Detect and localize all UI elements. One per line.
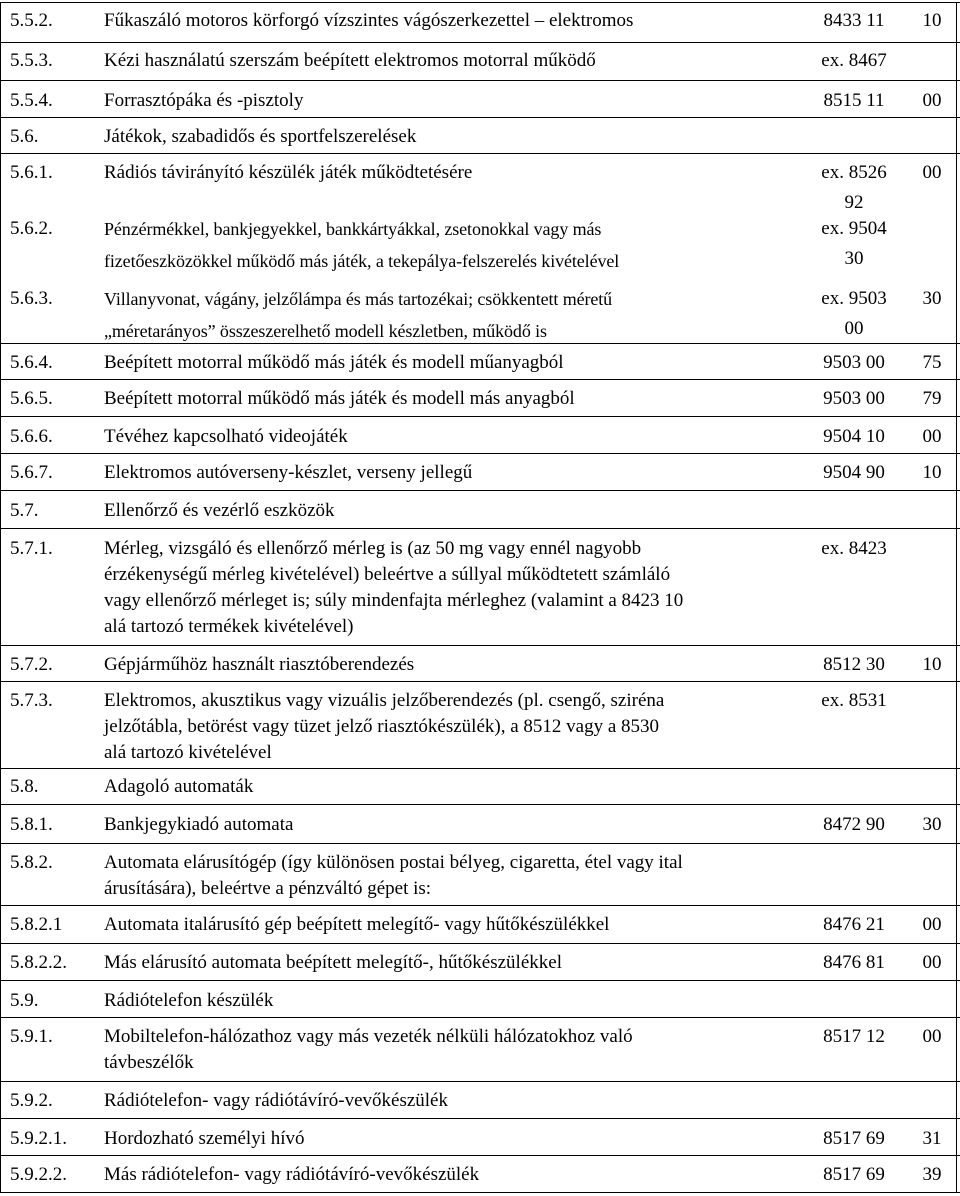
row-rule: [0, 943, 960, 944]
row-number: 5.8.: [10, 776, 39, 797]
row-description: [104, 50, 794, 72]
description-line: érzékenységű mérleg kivételével) beleértve a súllyal működtetett számláló: [104, 564, 671, 585]
row-description: [104, 952, 794, 974]
description-line: Mérleg, vizsgáló és ellenőrző mérleg is (az 50 mg vagy ennél nagyobb: [104, 538, 642, 559]
row-rule: [0, 117, 960, 118]
row-rule: [0, 1081, 960, 1082]
row-description: [104, 1026, 794, 1074]
description-line: Más elárusító automata beépített melegítő-, hűtőkészülékkel: [104, 952, 562, 973]
tariff-code: [800, 90, 908, 112]
row-rule: [0, 528, 960, 529]
description-line: vagy ellenőrző mérleget is; súly mindenfajta mérleghez (valamint a 8423 10: [104, 590, 684, 611]
row-number: 5.6.6.: [10, 426, 53, 447]
tariff-suffix: 10: [922, 10, 942, 31]
row-number: 5.8.2.: [10, 852, 53, 873]
description-line: Más rádiótelefon- vagy rádiótávíró-vevőkészülék: [104, 1164, 480, 1185]
description-line: alá tartozó kivételével: [104, 742, 272, 763]
description-line: Kézi használatú szerszám beépített elektromos motorral működő: [104, 50, 596, 71]
row-number: 5.7.3.: [10, 690, 53, 711]
tariff-suffix: 10: [922, 462, 942, 483]
tariff-code: [800, 1026, 908, 1048]
row-rule: [0, 80, 960, 81]
row-rule: [0, 153, 960, 154]
row-description: [104, 500, 794, 522]
row-number: 5.6.1.: [10, 162, 53, 183]
tariff-code: [800, 50, 908, 72]
description-line: Pénzérmékkel, bankjegyekkel, bankkártyákkal, zsetonokkal vagy más: [104, 219, 602, 239]
row-number: 5.9.: [10, 990, 39, 1011]
description-line: Ellenőrző és vezérlő eszközök: [104, 500, 335, 521]
tariff-suffix: 00: [922, 952, 942, 973]
row-description: [104, 654, 794, 676]
row-description: [104, 990, 794, 1012]
tariff-suffix: 30: [922, 288, 942, 309]
tariff-code-line: 8517 69: [823, 1164, 885, 1185]
row-number: 5.7.1.: [10, 538, 53, 559]
row-description: [104, 776, 794, 798]
description-line: Játékok, szabadidős és sportfelszerelések: [104, 126, 417, 147]
row-rule: [0, 804, 960, 805]
tariff-code-line: 8472 90: [823, 814, 885, 835]
description-line: Gépjárműhöz használt riasztóberendezés: [104, 654, 415, 675]
row-rule: [0, 379, 960, 380]
description-line: Automata italárusító gép beépített melegítő- vagy hűtőkészülékkel: [104, 914, 610, 935]
tariff-suffix: 10: [922, 654, 942, 675]
row-rule: [0, 1017, 960, 1018]
row-rule: [0, 645, 960, 646]
description-line: „méretarányos” összeszerelhető modell készletben, működő is: [104, 321, 547, 341]
row-rule: [0, 905, 960, 906]
description-line: jelzőtábla, betörést vagy tüzet jelző riasztókészülék), a 8512 vagy a 8530: [104, 716, 660, 737]
table-border: [956, 2, 957, 1192]
row-rule: [0, 2, 960, 3]
description-line: Tévéhez kapcsolható videojáték: [104, 426, 348, 447]
row-number: 5.6.4.: [10, 352, 53, 373]
tariff-suffix: 00: [922, 426, 942, 447]
description-line: Beépített motorral működő más játék és modell más anyagból: [104, 388, 575, 409]
row-number: 5.6.7.: [10, 462, 53, 483]
row-description: [104, 426, 794, 448]
description-line: Elektromos, akusztikus vagy vizuális jelzőberendezés (pl. csengő, sziréna: [104, 690, 665, 711]
row-rule: [0, 980, 960, 981]
row-description: [104, 126, 794, 148]
description-line: távbeszélők: [104, 1052, 194, 1073]
tariff-code: [800, 914, 908, 936]
row-description: [104, 814, 794, 836]
tariff-suffix: 31: [922, 1128, 942, 1149]
tariff-suffix: 00: [922, 162, 942, 183]
tariff-suffix: 75: [922, 352, 942, 373]
row-description: [104, 352, 794, 374]
tariff-code-line: 8517 12: [823, 1026, 885, 1047]
tariff-code: [800, 654, 908, 676]
row-number: 5.8.2.2.: [10, 952, 67, 973]
tariff-code-line: ex. 9504: [821, 218, 887, 239]
row-description: [104, 218, 794, 272]
row-rule: [0, 42, 960, 43]
row-number: 5.9.2.: [10, 1090, 53, 1111]
row-description: [104, 852, 794, 900]
row-rule: [0, 768, 960, 769]
row-number: 5.8.2.1: [10, 914, 63, 935]
tariff-code-line: ex. 8531: [821, 690, 887, 711]
row-rule: [0, 416, 960, 417]
tariff-code: [800, 218, 908, 270]
tariff-code-line: 8515 11: [823, 90, 885, 111]
description-line: Elektromos autóverseny-készlet, verseny jellegű: [104, 462, 473, 483]
tariff-code-line: ex. 9503: [821, 288, 887, 309]
tariff-code-line: 9504 90: [823, 462, 885, 483]
description-line: fizetőeszközökkel működő más játék, a tekepálya-felszerelés kivételével: [104, 251, 620, 271]
description-line: Mobiltelefon-hálózathoz vagy más vezeték nélküli hálózatokhoz való: [104, 1026, 633, 1047]
row-description: [104, 10, 794, 32]
tariff-code: [800, 952, 908, 974]
row-number: 5.9.1.: [10, 1026, 53, 1047]
row-description: [104, 914, 794, 936]
table-border: [0, 2, 1, 1192]
tariff-code-line: 8512 30: [823, 654, 885, 675]
description-line: Bankjegykiadó automata: [104, 814, 294, 835]
tariff-code: [800, 1128, 908, 1150]
description-line: Rádiós távirányító készülék játék működtetésére: [104, 162, 473, 183]
tariff-code-line: ex. 8423: [821, 538, 887, 559]
row-description: [104, 462, 794, 484]
row-description: [104, 538, 794, 638]
row-rule: [0, 1155, 960, 1156]
tariff-code: [800, 352, 908, 374]
row-number: 5.9.2.1.: [10, 1128, 67, 1149]
description-line: Fűkaszáló motoros körforgó vízszintes vágószerkezettel – elektromos: [104, 10, 634, 31]
tariff-suffix: 00: [922, 1026, 942, 1047]
tariff-code-line: 92: [844, 192, 864, 213]
tariff-code-line: 9503 00: [823, 352, 885, 373]
row-number: 5.8.1.: [10, 814, 53, 835]
row-number: 5.6.: [10, 126, 39, 147]
row-rule: [0, 453, 960, 454]
row-description: [104, 388, 794, 410]
row-description: [104, 288, 794, 342]
tariff-suffix: 00: [922, 914, 942, 935]
tariff-code-line: 00: [844, 318, 864, 339]
tariff-code: [800, 10, 908, 32]
row-rule: [0, 343, 960, 344]
description-line: árusítására), beleértve a pénzváltó gépet is:: [104, 878, 432, 899]
row-rule: [0, 1118, 960, 1119]
tariff-code: [800, 462, 908, 484]
row-number: 5.6.2.: [10, 218, 53, 239]
row-description: [104, 162, 794, 184]
tariff-code-line: 8433 11: [823, 10, 885, 31]
description-line: Rádiótelefon készülék: [104, 990, 274, 1011]
row-rule: [0, 681, 960, 682]
row-rule: [0, 490, 960, 491]
description-line: Automata elárusítógép (így különösen postai bélyeg, cigaretta, étel vagy ital: [104, 852, 683, 873]
description-line: Rádiótelefon- vagy rádiótávíró-vevőkészülék: [104, 1090, 448, 1111]
tariff-code: [800, 1164, 908, 1186]
tariff-suffix: 39: [922, 1164, 942, 1185]
row-number: 5.5.2.: [10, 10, 53, 31]
description-line: Forrasztópáka és -pisztoly: [104, 90, 304, 111]
row-description: [104, 1164, 794, 1186]
tariff-code: [800, 814, 908, 836]
tariff-code: [800, 388, 908, 410]
description-line: Villanyvonat, vágány, jelzőlámpa és más tartozékai; csökkentett méretű: [104, 289, 613, 309]
tariff-code: [800, 538, 908, 560]
tariff-code-line: 8476 21: [823, 914, 885, 935]
tariff-suffix: 00: [922, 90, 942, 111]
row-description: [104, 690, 794, 764]
tariff-code-line: 8476 81: [823, 952, 885, 973]
tariff-code: [800, 690, 908, 712]
row-rule: [0, 1192, 960, 1193]
tariff-code-line: ex. 8467: [821, 50, 887, 71]
row-number: 5.9.2.2.: [10, 1164, 67, 1185]
row-description: [104, 1090, 794, 1112]
row-number: 5.6.3.: [10, 288, 53, 309]
tariff-suffix: 30: [922, 814, 942, 835]
row-number: 5.7.: [10, 500, 39, 521]
tariff-code-line: 30: [844, 248, 864, 269]
description-line: alá tartozó termékek kivételével): [104, 616, 354, 637]
row-description: [104, 1128, 794, 1150]
description-line: Beépített motorral működő más játék és modell műanyagból: [104, 352, 564, 373]
tariff-suffix: 79: [922, 388, 942, 409]
row-number: 5.7.2.: [10, 654, 53, 675]
row-number: 5.5.4.: [10, 90, 53, 111]
row-description: [104, 90, 794, 112]
row-rule: [0, 843, 960, 844]
tariff-code-line: 9503 00: [823, 388, 885, 409]
tariff-code-line: 9504 10: [823, 426, 885, 447]
tariff-code: [800, 426, 908, 448]
description-line: Hordozható személyi hívó: [104, 1128, 305, 1149]
description-line: Adagoló automaták: [104, 776, 254, 797]
tariff-code-line: 8517 69: [823, 1128, 885, 1149]
tariff-code: [800, 162, 908, 214]
row-number: 5.6.5.: [10, 388, 53, 409]
tariff-code: [800, 288, 908, 340]
tariff-code-line: ex. 8526: [821, 162, 887, 183]
row-number: 5.5.3.: [10, 50, 53, 71]
